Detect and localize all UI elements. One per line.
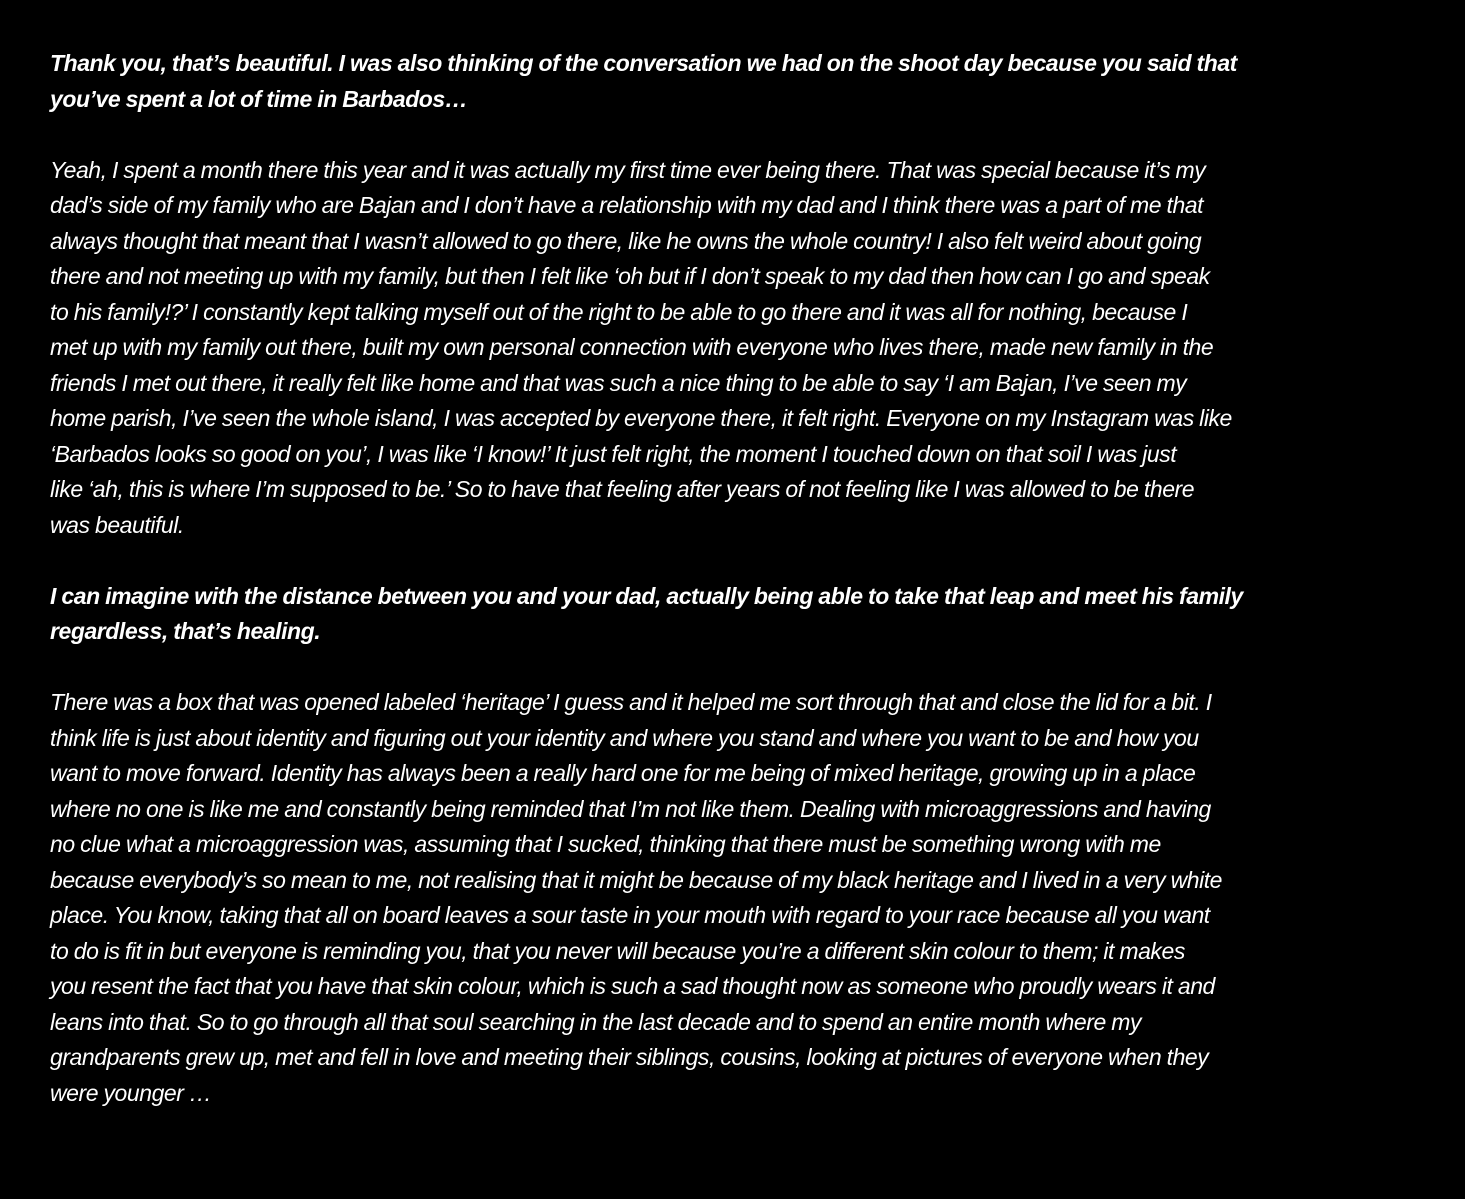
text-line: I can imagine with the distance between you and your dad, actually being able to take that leap and meet his family <box>50 582 1243 609</box>
text-line: dad’s side of my family who are Bajan and I don’t have a relationship with my dad and I think there was a part of me that <box>50 192 1204 218</box>
text-line: friends I met out there, it really felt like home and that was such a nice thing to be able to say ‘I am Bajan, I’ve seen my <box>50 369 1187 396</box>
text-line: ‘Barbados looks so good on you’, I was like ‘I know!’ It just felt right, the moment I touched down on that soil I was just <box>50 440 1177 467</box>
text-line: because everybody’s so mean to me, not realising that it might be because of my black heritage and I lived in a very white <box>50 866 1223 893</box>
text-line: think life is just about identity and figuring out your identity and where you stand and where you want to be and how you <box>50 724 1199 751</box>
question-paragraph-2 <box>50 579 1462 650</box>
text-line: were younger … <box>50 1079 212 1106</box>
answer-paragraph-1 <box>50 153 1462 544</box>
text-line: home parish, I’ve seen the whole island, I was accepted by everyone there, it felt right. Everyone on my Instagram was like <box>50 405 1232 431</box>
text-line: was beautiful. <box>50 511 184 538</box>
text-line: like ‘ah, this is where I’m supposed to be.’ So to have that feeling after years of not feeling like I was allowed to be there <box>50 476 1195 502</box>
text-line: place. You know, taking that all on board leaves a sour taste in your mouth with regard to your race because all you want <box>50 902 1210 928</box>
text-line: Thank you, that’s beautiful. I was also thinking of the conversation we had on the shoot day because you said that <box>50 50 1237 76</box>
interview-text <box>50 46 1462 1147</box>
text-line: to his family!?’ I constantly kept talking myself out of the right to be able to go there and it was all for nothing, because I <box>50 298 1188 325</box>
text-line: always thought that meant that I wasn’t allowed to go there, like he owns the whole country! I also felt weird about going <box>50 227 1202 254</box>
question-paragraph-1 <box>50 46 1462 117</box>
text-line: you’ve spent a lot of time in Barbados… <box>50 85 468 112</box>
text-line: where no one is like me and constantly being reminded that I’m not like them. Dealing with microaggressions and having <box>50 795 1211 822</box>
answer-paragraph-2 <box>50 685 1462 1111</box>
text-line: regardless, that’s healing. <box>50 618 321 644</box>
text-line: There was a box that was opened labeled ‘heritage’ I guess and it helped me sort through that and close the lid for a bit. I <box>50 689 1212 715</box>
text-line: want to move forward. Identity has always been a really hard one for me being of mixed heritage, growing up in a place <box>50 760 1196 786</box>
text-line: you resent the fact that you have that skin colour, which is such a sad thought now as someone who proudly wears it and <box>50 973 1215 999</box>
text-line: no clue what a microaggression was, assuming that I sucked, thinking that there must be something wrong with me <box>50 831 1161 857</box>
text-line: Yeah, I spent a month there this year and it was actually my first time ever being there. That was special because it’s my <box>50 156 1206 183</box>
text-line: to do is fit in but everyone is reminding you, that you never will because you’re a different skin colour to them; it makes <box>50 937 1185 964</box>
text-line: there and not meeting up with my family, but then I felt like ‘oh but if I don’t speak to my dad then how can I go and speak <box>50 263 1210 289</box>
text-line: grandparents grew up, met and fell in love and meeting their siblings, cousins, looking at pictures of everyone when they <box>50 1044 1209 1070</box>
text-line: met up with my family out there, built my own personal connection with everyone who lives there, made new family in the <box>50 334 1214 360</box>
text-line: leans into that. So to go through all that soul searching in the last decade and to spend an entire month where my <box>50 1008 1141 1035</box>
